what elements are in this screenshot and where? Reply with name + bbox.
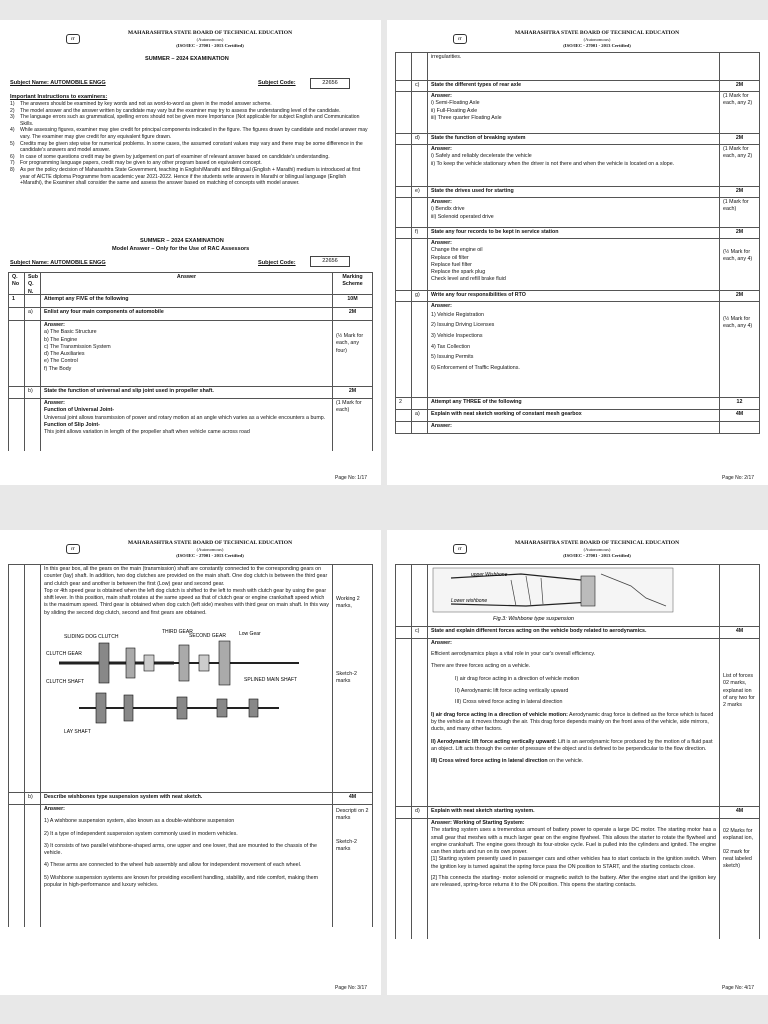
list-item: i) Bendix drive — [431, 206, 465, 213]
instruction-number: 2) — [10, 107, 15, 114]
marking-scheme: (½ Mark for each, any 4) — [720, 239, 760, 290]
autonomous-label: (Autonomous) — [196, 546, 224, 552]
paragraph: Efficient aerodynamics plays a vital role in your car's overall efficiency. — [431, 651, 596, 658]
blank-cell — [396, 145, 412, 186]
instruction-item — [10, 160, 370, 167]
question-text: State the function of universal and slip joint used in propeller shaft. — [41, 387, 333, 398]
label-third-gear: THIRD GEAR — [162, 629, 193, 636]
list-item: e) The Control — [44, 358, 78, 365]
list-item: 2) It a type of independent suspension system commonly used in modern vehicles. — [44, 830, 238, 837]
marking-scheme: (1 Mark for each, any 2) — [720, 145, 760, 186]
table-row — [396, 145, 760, 187]
blank-cell — [396, 819, 412, 939]
sub-q-number: b) — [25, 387, 41, 398]
subject-code-label: Subject Code: — [258, 80, 296, 86]
paragraph: [2] This connects the starting- motor solenoid or magnetic switch to the battery. After the engine start and the ignition key are released, spring-force returns it to the ON position. This opens the starting contacts. — [431, 875, 716, 889]
instructions-list — [10, 101, 370, 187]
blank-cell — [412, 53, 428, 80]
scheme-explanation: 02 Marks for explanat ion, — [723, 828, 754, 842]
board-name: MAHARASHTRA STATE BOARD OF TECHNICAL EDUCATION — [514, 540, 680, 546]
table-row — [396, 81, 760, 92]
table-row — [9, 565, 373, 793]
blank-cell — [412, 145, 428, 186]
paragraph: Lift is an aerodynamic force produced by the motion of a fluid past an object. Lift acts through the center of pressure of the object and is defined to be perpendicular to the flow direction. — [431, 738, 713, 752]
blank-cell — [9, 565, 25, 792]
board-name: MAHARASHTRA STATE BOARD OF TECHNICAL EDUCATION — [127, 540, 293, 546]
answer-cell — [428, 639, 720, 806]
table-row — [396, 398, 760, 410]
table-row — [9, 387, 373, 399]
page-number: Page No: 3/17 — [335, 985, 367, 991]
marking-scheme — [720, 819, 760, 939]
answer-table-p2 — [395, 52, 760, 434]
list-item: f) The Body — [44, 365, 72, 372]
instruction-text: While assessing figures, examiner may give credit for principal components indicated in the figure. The figures drawn by candidate and model answer may vary. The examiner may give credit for any equivalent figure drawn. — [20, 127, 368, 141]
blank-cell — [396, 422, 412, 433]
autonomous-label: (Autonomous) — [196, 36, 224, 42]
list-item: Replace oil filter — [431, 254, 469, 261]
page-header — [60, 540, 360, 558]
list-item: 5) Wishbone suspension systems are known for providing excellent handling, stability, and ride comfort, making them popular in high-performance and luxury vehicles. — [44, 874, 319, 889]
list-item: 1) A wishbone suspension system, also known as a double-wishbone suspension — [44, 818, 235, 825]
paragraph: [1] Starting system presently used in passenger cars and other vehicles has to start contacts in the ignition switch. When the ignition key is turned against the spring force pass the ON position to START, and the starting contacts close. — [431, 856, 716, 870]
forces-list — [455, 674, 716, 709]
question-marks: 4M — [720, 807, 760, 818]
third-gear — [126, 648, 135, 678]
question-marks: 10M — [333, 295, 373, 307]
instruction-number: 5) — [10, 140, 15, 147]
list-item: Change the engine oil — [431, 247, 483, 254]
table-row — [396, 228, 760, 239]
page-header — [60, 30, 360, 48]
answer-cell — [428, 239, 720, 290]
instruction-text: For programming language papers, credit may be given to any other program based on equivalent concept. — [20, 160, 262, 167]
marking-scheme: (½ Mark for each, any four) — [333, 321, 373, 386]
question-marks: 4M — [720, 627, 760, 638]
msbte-logo-icon: IT — [453, 544, 467, 554]
instruction-item — [10, 154, 370, 161]
clutch-gear — [99, 643, 109, 683]
table-row — [9, 805, 373, 927]
list-item: 1) Vehicle Registration — [431, 311, 484, 318]
blank-cell — [412, 239, 428, 290]
answer-cell — [41, 805, 333, 927]
q-number: 1 — [9, 295, 25, 307]
answer-label: Answer: — [44, 806, 65, 812]
sub-q-number: d) — [412, 807, 428, 818]
blank-cell — [720, 53, 760, 80]
table-row — [9, 399, 373, 451]
list-item: c) The Transmission System — [44, 343, 111, 350]
paragraph: Universal joint allows transmission of power and rotary motion at an angle which varies as a vehicle encounters a bump. — [44, 414, 326, 421]
instruction-number: 7) — [10, 160, 15, 167]
page-number: Page No: 1/17 — [335, 475, 367, 481]
answer-cell — [428, 145, 720, 186]
question-marks: 2M — [720, 187, 760, 197]
question-text: Enlist any four main components of automobile — [41, 308, 333, 320]
blank-cell — [412, 565, 428, 626]
msbte-logo-icon: IT — [66, 34, 80, 44]
paragraph: In this gear box, all the gears on the main (transmission) shaft are constantly connected to the corresponding gears on counter (lay) shaft. In addition, two dog clutches are provided on the main shaft. One dog clutch is between the third gear and clutch gear and another is between the first (Low) gear and second gear. — [44, 566, 328, 587]
paragraph: on the vehicle. — [549, 758, 584, 765]
table-row — [396, 807, 760, 819]
instruction-text: In case of some questions credit may be given by judgement on part of examiner of relevant answer based on candidate's understanding. — [20, 153, 330, 160]
blank-cell — [720, 422, 760, 433]
answer-label: Answer: Working of Starting System: — [431, 820, 525, 826]
answer-cell — [428, 302, 720, 397]
blank-cell — [396, 410, 412, 421]
page-number: Page No: 4/17 — [722, 985, 754, 991]
answer-label: Answer: — [44, 400, 65, 406]
instruction-text: The model answer and the answer written by candidate may vary but the examiner may try to assess the understanding level of the candidate. — [20, 107, 341, 114]
list-item: i) Safely and reliably decelerate the vehicle — [431, 153, 532, 160]
sub-q-number: g) — [412, 291, 428, 301]
page-header — [447, 540, 747, 558]
list-item: ii) Full-Floating Axle — [431, 107, 478, 114]
instruction-item — [10, 167, 370, 187]
instruction-number: 4) — [10, 127, 15, 134]
blank-cell — [396, 239, 412, 290]
blank-cell — [9, 793, 25, 804]
subject-code-label-2: Subject Code: — [258, 260, 296, 266]
question-marks: 2M — [720, 291, 760, 301]
answer-label: Answer: — [428, 422, 720, 433]
blank-cell — [9, 387, 25, 398]
instruction-number: 1) — [10, 101, 15, 107]
question-text: Explain with neat sketch working of constant mesh gearbox — [428, 410, 720, 421]
question-marks: 2M — [720, 81, 760, 91]
answer-table-p1 — [8, 272, 373, 451]
blank-cell — [412, 819, 428, 939]
question-text: Describe wishbones type suspension system with neat sketch. — [41, 793, 333, 804]
table-row — [9, 321, 373, 387]
blank-cell — [412, 422, 428, 433]
iso-label: (ISO/IEC - 27001 - 2013 Certified) — [176, 552, 244, 558]
instruction-text: The language errors such as grammatical, spelling errors should not be given more Importance (Not applicable for subject English and Communication Skills. — [20, 114, 360, 127]
wheel-hub — [581, 576, 595, 606]
paragraph: Aerodynamic drag force is defined as the force which is faced by the vehicle as it moves through the air. This drag force depends mainly on the front area of the vehicle, side mirrors, ducts, and many other factors. — [431, 711, 714, 733]
sub-q-number: c) — [412, 627, 428, 638]
blank-cell — [720, 565, 760, 626]
blank-cell — [25, 399, 41, 451]
list-item: a) The Basic Structure — [44, 329, 97, 336]
list-item: 2) Issuing Driving Licenses — [431, 322, 495, 329]
marking-scheme: (½ Mark for each, any 4) — [720, 302, 760, 397]
model-answer-subtitle: Model Answer – Only for the Use of RAC Assessors — [112, 246, 250, 252]
paragraph: There are three forces acting on a vehicle. — [431, 662, 531, 669]
answer-cell — [41, 321, 333, 386]
col-answer: Answer — [41, 273, 333, 294]
autonomous-label: (Autonomous) — [583, 36, 611, 42]
list-item: iii) Solenoid operated drive — [431, 213, 494, 220]
question-text: State any four records to be kept in service station — [428, 228, 720, 238]
question-text: State the drives used for starting — [428, 187, 720, 197]
answer-label: Answer: — [431, 199, 452, 205]
col-q-no: Q. No — [9, 273, 25, 294]
instruction-item — [10, 127, 370, 140]
table-row — [9, 308, 373, 321]
blank-cell — [396, 134, 412, 144]
paragraph: irregularities. — [428, 53, 720, 80]
instruction-item — [10, 108, 370, 115]
sub-q-number: e) — [412, 187, 428, 197]
scheme-sketch: Sketch-2 marks — [336, 670, 357, 684]
model-exam-title: SUMMER – 2024 EXAMINATION — [140, 238, 224, 244]
paragraph: This joint allows variation in length of the propeller shaft when vehicle came across road — [44, 429, 250, 436]
list-item: 5) Issuing Permits — [431, 354, 474, 361]
table-row — [396, 239, 760, 291]
question-text: Attempt any FIVE of the following — [41, 295, 333, 307]
list-item: Replace fuel filter — [431, 261, 472, 268]
exam-title: SUMMER – 2024 EXAMINATION — [145, 56, 229, 62]
blank-cell — [396, 198, 412, 227]
list-item: II) Aerodynamic lift force acting vertically upward — [455, 687, 569, 694]
reverse-gear — [249, 699, 258, 717]
question-text: Write any four responsibilities of RTO — [428, 291, 720, 301]
answer-cell — [428, 198, 720, 227]
blank-cell — [396, 291, 412, 301]
iso-label: (ISO/IEC - 27001 - 2013 Certified) — [176, 42, 244, 48]
blank-cell — [396, 92, 412, 133]
subheading: III) Cross wired force acting in lateral direction — [431, 758, 548, 765]
table-row — [396, 819, 760, 939]
instruction-item — [10, 114, 370, 127]
answer-cell — [428, 819, 720, 939]
iso-label: (ISO/IEC - 27001 - 2013 Certified) — [563, 552, 631, 558]
constant-mesh-gearbox-sketch — [44, 623, 309, 743]
blank-cell — [9, 321, 25, 386]
answer-label: Answer: — [44, 322, 65, 328]
page-header — [447, 30, 747, 48]
marking-scheme — [333, 565, 373, 792]
table-row — [396, 198, 760, 228]
paragraph: Top or 4th speed gear is obtained when the left dog clutch is shifted to the left to mesh with clutch gear by using the gear shift lever. In this position, main shaft rotates at the same speed as that of clutch gear or engine crankshaft speed which is the maximum speed. Third gear is obtained when dog cutch (left side) meshes with third gear on main shaft. In this way by sliding the second dog clutch, second and first gears are obtained. — [44, 587, 329, 616]
answer-cell — [428, 565, 720, 626]
label-sliding-dog-clutch: SLIDING DOG CLUTCH — [64, 634, 119, 641]
list-item: d) The Auxiliaries — [44, 351, 85, 358]
question-text: State and explain different forces acting on the vehicle body related to aerodynamics. — [428, 627, 720, 638]
marking-scheme — [333, 805, 373, 927]
marking-scheme: (1 Mark for each) — [333, 399, 373, 451]
scheme-description: Descripti on 2 marks — [336, 808, 369, 822]
list-item: Check level and refill brake fluid — [431, 276, 506, 283]
marking-scheme: (1 Mark for each) — [720, 198, 760, 227]
label-second-gear: SECOND GEAR — [189, 633, 226, 640]
table-row — [396, 187, 760, 198]
lay-gear-1 — [96, 693, 106, 723]
blank-cell — [25, 805, 41, 927]
sub-q-number: a) — [25, 308, 41, 320]
blank-cell — [412, 639, 428, 806]
table-row — [396, 410, 760, 422]
question-text: Explain with neat sketch starting system. — [428, 807, 720, 818]
list-item: iii) Three quarter Floating Axle — [431, 114, 502, 121]
list-item: b) The Engine — [44, 336, 78, 343]
blank-cell — [9, 308, 25, 320]
lay-gear-4 — [217, 699, 227, 717]
blank-cell — [412, 198, 428, 227]
instruction-text: Credits may be given step wise for numerical problems. In some cases, the assumed constant values may vary and there may be some difference in the candidate's answers and model answer. — [20, 140, 363, 154]
board-name: MAHARASHTRA STATE BOARD OF TECHNICAL EDUCATION — [514, 30, 680, 36]
subject-code-2: 22656 — [310, 256, 350, 267]
subject-name-2: Subject Name: AUTOMOBILE ENGG — [10, 260, 106, 266]
label-low-gear: Low Gear — [239, 631, 261, 638]
blank-cell — [25, 565, 41, 792]
question-marks: 12 — [720, 398, 760, 409]
table-row — [396, 627, 760, 639]
label-splined-main-shaft: SPLINED MAIN SHAFT — [244, 677, 298, 684]
dog-clutch-2 — [199, 655, 209, 671]
page-4 — [387, 530, 768, 995]
table-row — [9, 295, 373, 308]
sub-q-number: f) — [412, 228, 428, 238]
list-item: III) Cross wired force acting in lateral direction — [455, 699, 563, 706]
blank-cell — [396, 627, 412, 638]
blank-cell — [412, 302, 428, 397]
label-lay-shaft: LAY SHAFT — [64, 729, 91, 736]
table-row — [396, 53, 760, 81]
autonomous-label: (Autonomous) — [583, 546, 611, 552]
msbte-logo-icon: IT — [66, 544, 80, 554]
subject-name: Subject Name: AUTOMOBILE ENGG — [10, 80, 106, 86]
table-row — [396, 134, 760, 145]
question-text: State the function of breaking system — [428, 134, 720, 144]
col-marking: Marking Scheme — [333, 273, 373, 294]
instruction-item — [10, 141, 370, 154]
blank-cell — [412, 92, 428, 133]
question-text: State the different types of rear axle — [428, 81, 720, 91]
sub-q-number: a) — [412, 410, 428, 421]
page-number: Page No: 2/17 — [722, 475, 754, 481]
table-row — [396, 565, 760, 627]
label-clutch-gear: CLUTCH GEAR — [46, 651, 82, 658]
list-item: i) Semi-Floating Axle — [431, 100, 480, 107]
subheading: Function of Universal Joint- — [44, 407, 115, 414]
blank-cell — [396, 639, 412, 806]
table-row — [396, 92, 760, 134]
question-marks: 4M — [720, 410, 760, 421]
list-item: I) air drag force acting in a direction of vehicle motion — [455, 675, 580, 682]
lay-gear-2 — [124, 695, 133, 721]
iso-label: (ISO/IEC - 27001 - 2013 Certified) — [563, 42, 631, 48]
instructions-title: Important Instructions to examiners: — [10, 94, 108, 100]
blank-cell — [396, 81, 412, 91]
sketch-caption: Fig.3: Wishbone type suspension — [493, 616, 574, 622]
list-item: 4) These arms are connected to the wheel hub assembly and allow for independent movement of each wheel. — [44, 862, 302, 869]
board-name: MAHARASHTRA STATE BOARD OF TECHNICAL EDUCATION — [127, 30, 293, 36]
dog-clutch-1 — [144, 655, 154, 671]
list-item: 3) It consists of two parallel wishbone-shaped arms, one upper and one lower, that are mounted to the chassis of the vehicle. — [44, 842, 317, 857]
marking-scheme: List of forces 02 marks, explanat ion of any two for 2 marks — [720, 639, 760, 806]
sub-q-number: c) — [412, 81, 428, 91]
question-marks: 2M — [333, 387, 373, 398]
question-marks: 2M — [333, 308, 373, 320]
instruction-number: 8) — [10, 167, 15, 174]
wishbone-suspension-sketch — [431, 566, 676, 624]
low-gear — [219, 641, 230, 685]
label-lower-wishbone: Lower wishbone — [451, 598, 488, 604]
page-3 — [0, 530, 381, 995]
answer-cell — [428, 92, 720, 133]
q-number: 2 — [396, 398, 412, 409]
table-row — [396, 422, 760, 434]
page-1 — [0, 20, 381, 485]
sub-q-number: d) — [412, 134, 428, 144]
subheading: I) air drag force acting in a direction of vehicle motion: — [431, 711, 568, 718]
question-marks: 4M — [333, 793, 373, 804]
subheading: Function of Slip Joint- — [44, 421, 100, 428]
table-row — [396, 639, 760, 807]
sub-q-number: b) — [25, 793, 41, 804]
msbte-logo-icon: IT — [453, 34, 467, 44]
question-marks: 2M — [720, 134, 760, 144]
blank-cell — [25, 321, 41, 386]
answer-label: Answer: — [431, 93, 452, 99]
instruction-text: As per the policy decision of Maharashtra State Government, teaching in English/Marathi and Bilingual (English + Marathi) medium is introduced at first year of AICTE diploma Programme from academic year 2021-2022. Hence if the students write answers in Marathi or bilingual language (English +Marathi), the Examiner shall consider the same and assess the answer based on matching of concepts with model answer. — [20, 167, 361, 187]
question-text: Attempt any THREE of the following — [428, 398, 720, 409]
question-marks: 2M — [720, 228, 760, 238]
instruction-number: 6) — [10, 153, 15, 160]
table-header — [9, 273, 373, 295]
scheme-working: Working 2 marks, — [336, 596, 360, 610]
label-clutch-shaft: CLUTCH SHAFT — [46, 679, 85, 686]
answer-cell — [41, 399, 333, 451]
answer-label: Answer: — [431, 640, 452, 646]
list-item: 4) Tax Collection — [431, 343, 471, 350]
instruction-number: 3) — [10, 114, 15, 121]
blank-cell — [396, 187, 412, 197]
answer-label: Answer: — [431, 240, 452, 246]
page-2 — [387, 20, 768, 485]
scheme-sketch: Sketch-2 marks — [336, 838, 357, 852]
list-item: 6) Enforcement of Traffic Regulations. — [431, 364, 520, 371]
instruction-text: The answers should be examined by key words and not as word-to-word as given in the model answer scheme. — [20, 101, 272, 107]
blank-cell — [396, 807, 412, 818]
answer-cell — [41, 565, 333, 792]
instruction-item — [10, 101, 370, 108]
list-item: ii) To keep the vehicle stationary when the driver is not there and when the vehicle is located on a slope. — [431, 160, 675, 167]
list-item: Replace the spark plug — [431, 269, 486, 276]
scheme-sketch: 02 mark for neat labeled sketch) — [723, 848, 752, 870]
subheading: II) Aerodynamic lift force acting vertically upward: — [431, 738, 557, 745]
paragraph: The starting system uses a tremendous amount of battery power to operate a large DC motor. The starting motor has a small gear that meshes with a much larger gear on the engine flywheel. This allows the starter to rotate the flywheel and engine crankshaft. The engine goes through its four-stroke cycle. Fuel is pulled into the cylinders and ignited. The engine can then starts and run on its own power. — [431, 827, 716, 856]
blank-cell — [396, 228, 412, 238]
blank-cell — [9, 805, 25, 927]
blank-cell — [396, 53, 412, 80]
second-gear — [179, 645, 189, 681]
sketch-frame — [433, 568, 673, 612]
blank-cell — [9, 399, 25, 451]
table-row — [396, 291, 760, 302]
answer-label: Answer: — [431, 303, 452, 309]
answer-label: Answer: — [431, 146, 452, 152]
subject-code: 22656 — [310, 78, 350, 89]
list-item: 3) Vehicle Inspections — [431, 333, 483, 340]
col-sub-q: Sub Q. N. — [25, 273, 41, 294]
blank-cell — [396, 302, 412, 397]
blank-cell — [25, 295, 41, 307]
lay-gear-3 — [177, 697, 187, 719]
label-upper-wishbone: upper Wishbone — [471, 572, 508, 578]
blank-cell — [412, 398, 428, 409]
answer-table-p3 — [8, 564, 373, 927]
table-row — [396, 302, 760, 398]
answer-table-p4 — [395, 564, 760, 939]
blank-cell — [396, 565, 412, 626]
table-row — [9, 793, 373, 805]
marking-scheme: (1 Mark for each, any 2) — [720, 92, 760, 133]
